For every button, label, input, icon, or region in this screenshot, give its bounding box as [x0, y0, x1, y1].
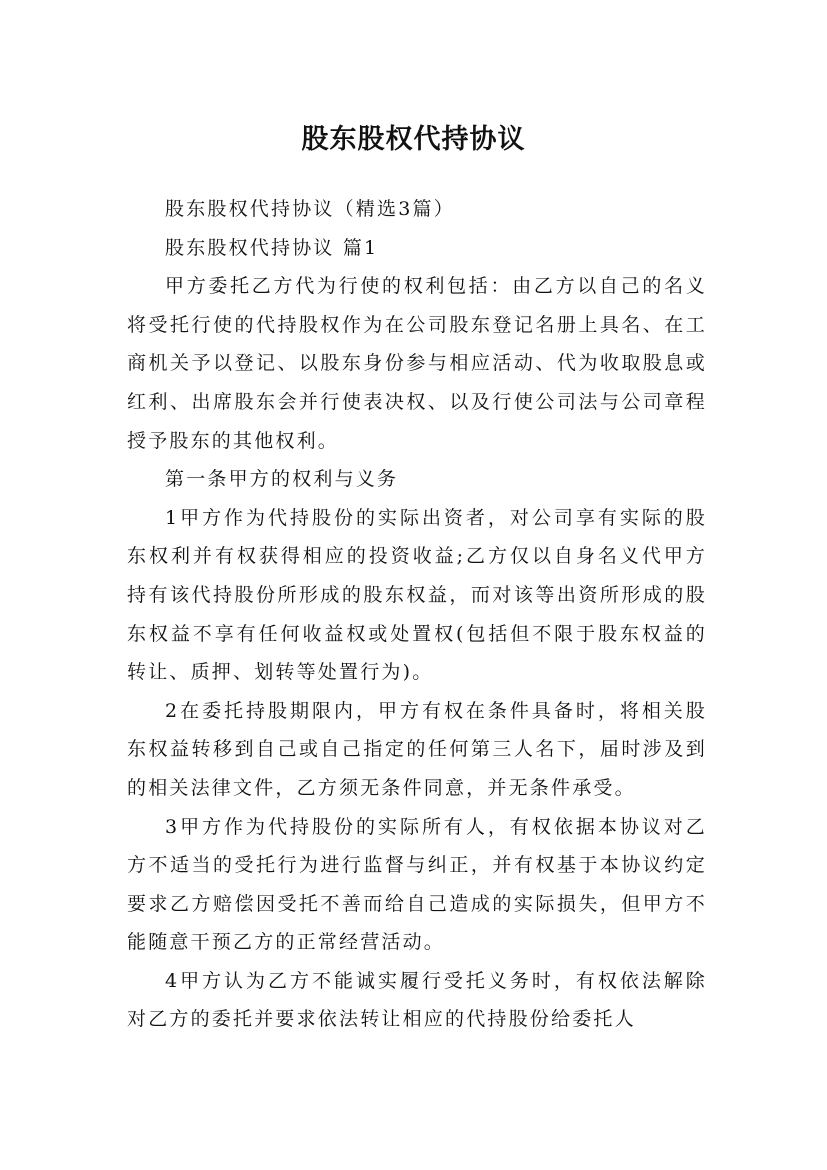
- clause-paragraph-3: 3甲方作为代持股份的实际所有人，有权依据本协议对乙方不适当的受托行为进行监督与纠正，并有权基于本协议约定要求乙方赔偿因受托不善而给自己造成的实际损失，但甲方不能随意干预乙方的正常经营活动。: [127, 815, 707, 954]
- document-title: 股东股权代持协议: [301, 124, 526, 156]
- clause-paragraph-4: 4甲方认为乙方不能诚实履行受托义务时，有权依法解除对乙方的委托并要求依法转让相应的代持股份给委托人: [127, 969, 707, 1031]
- clause-paragraph-1: 1甲方作为代持股份的实际出资者，对公司享有实际的股东权利并有权获得相应的投资收益;乙方仅以自身名义代甲方持有该代持股份所形成的股东权益，而对该等出资所形成的股东权益不享有任何收益权或处置权(包括但不限于股东权益的转让、质押、划转等处置行为)。: [127, 506, 707, 684]
- article-heading: 第一条甲方的权利与义务: [165, 468, 399, 491]
- section-heading: 股东股权代持协议 篇1: [165, 236, 379, 259]
- body-paragraph: 甲方委托乙方代为行使的权利包括：由乙方以自己的名义将受托行使的代持股权作为在公司股东登记名册上具名、在工商机关予以登记、以股东身份参与相应活动、代为收取股息或红利、出席股东会并行使表决权、以及行使公司法与公司章程授予股东的其他权利。: [127, 275, 707, 452]
- subtitle-paragraph: 股东股权代持协议（精选3篇）: [165, 198, 455, 220]
- clause-paragraph-2: 2在委托持股期限内，甲方有权在条件具备时，将相关股东权益转移到自己或自己指定的任何第三人名下，届时涉及到的相关法律文件，乙方须无条件同意，并无条件承受。: [127, 699, 707, 799]
- document-body: [127, 190, 707, 1039]
